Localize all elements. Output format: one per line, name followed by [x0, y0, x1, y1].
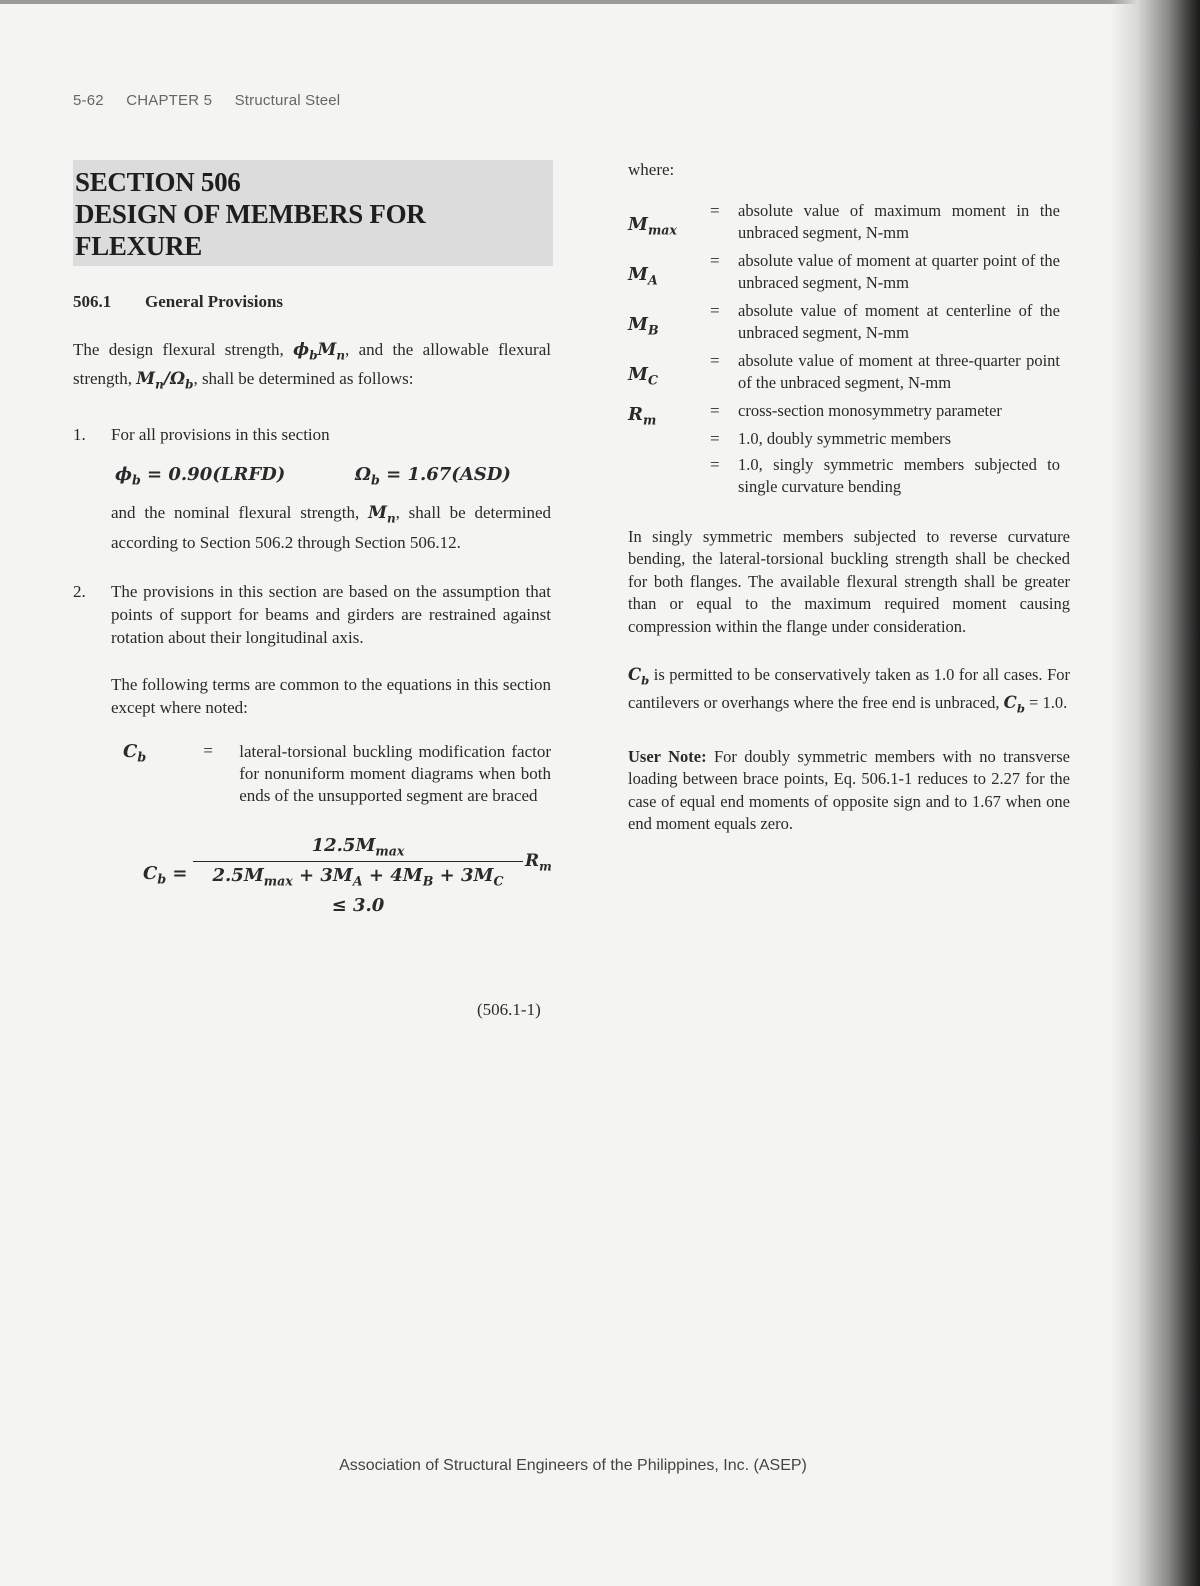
equation-numerator: $12.5M_{max}$: [311, 834, 405, 859]
running-head: [73, 92, 358, 109]
list-item: [73, 423, 551, 554]
cb-paragraph: $C_b$ is permitted to be conservatively taken as 1.0 for all cases. For cantilevers or overhangs where the free end is unbraced, $C_b = 1.0$.: [628, 665, 1070, 716]
definition-row: [628, 350, 1070, 394]
definition-equals: =: [710, 428, 720, 448]
page-number: 5-62: [73, 92, 104, 109]
definition-equals: =: [710, 201, 720, 220]
definitions-list: [628, 200, 1070, 498]
cb-description: lateral-torsional buckling modification factor for nonuniform moment diagrams when both ends of the unsupported segment are braced: [239, 741, 552, 805]
phi-factor: $\phi_b$ = 0.90(LRFD): [115, 463, 286, 488]
list-item-tail: and the nominal flexural strength, $M_n$, shall be determined according to Section 506.2 through Section 506.12.: [111, 503, 551, 552]
right-column: [628, 160, 1070, 836]
definition-row: [628, 200, 1070, 244]
resistance-factors: [115, 464, 551, 488]
intro-paragraph: The design flexural strength, $\phi_bM_n$, and the allowable flexural strength, $M_n/\Omega_b$, shall be determined as follows:: [73, 340, 551, 392]
definition-text: absolute value of moment at quarter point of the unbraced segment, N-mm: [738, 251, 1060, 292]
list-item: [73, 580, 551, 649]
subsection-heading: [73, 292, 551, 312]
definition-text: cross-section monosymmetry parameter: [738, 401, 1002, 420]
definition-row: [628, 400, 1070, 428]
section-title-line2: FLEXURE: [75, 231, 202, 261]
subsection-number: 506.1: [73, 292, 112, 311]
equation-lhs: $C_b$ =: [143, 862, 188, 887]
cb-symbol: $C_b$: [123, 740, 147, 765]
page-footer: Association of Structural Engineers of the Philippines, Inc. (ASEP): [339, 1457, 807, 1474]
definition-symbol: $R_m$: [628, 404, 657, 428]
reverse-curvature-paragraph: In singly symmetric members subjected to reverse curvature bending, the lateral-torsional buckling strength shall be checked for both flanges. The available flexural strength shall be greater than or equal to the maximum required moment causing compression within the flange under consideration.: [628, 526, 1070, 636]
page-binding-shadow: [1110, 0, 1200, 1586]
left-column: [73, 160, 552, 1019]
top-rule: [0, 0, 1140, 4]
equation-rm: $R_m$: [525, 850, 552, 874]
definition-symbol: $M_B$: [628, 314, 659, 338]
definition-row: [628, 250, 1070, 294]
fraction-bar: [193, 861, 523, 863]
definition-equals: =: [710, 454, 720, 474]
definition-text: 1.0, doubly symmetric members: [738, 428, 952, 448]
list-number: 2.: [73, 581, 86, 601]
cb-equals: =: [203, 740, 213, 760]
chapter-label: CHAPTER 5: [126, 92, 213, 109]
cb-definition: [123, 741, 551, 807]
list-item-lead: For all provisions in this section: [111, 424, 330, 444]
definition-equals: =: [710, 251, 720, 270]
definition-symbol: [628, 454, 710, 498]
definition-equals: =: [710, 351, 720, 370]
definition-row: [628, 428, 1070, 450]
definition-symbol: $M_A$: [628, 264, 658, 288]
section-title-line1: DESIGN OF MEMBERS FOR: [75, 199, 426, 229]
list-item-text: The provisions in this section are based on the assumption that points of support for beams and girders are restrained against rotation about their longitudinal axis.: [111, 581, 551, 647]
common-terms-paragraph: The following terms are common to the equations in this section except where noted:: [111, 674, 551, 717]
section-number: SECTION 506: [75, 167, 241, 197]
section-heading: [73, 160, 553, 266]
definition-equals: =: [710, 401, 720, 420]
subsection-title: General Provisions: [145, 292, 284, 311]
equation-limit: ≤ 3.0: [331, 894, 385, 916]
equation-denominator: $2.5M_{max} + 3M_A + 4M_B + 3M_C$: [212, 864, 504, 889]
list-number: 1.: [73, 424, 86, 444]
definition-text: 1.0, singly symmetric members subjected to single curvature bending: [738, 454, 1060, 496]
definition-text: absolute value of moment at three-quarter point of the unbraced segment, N-mm: [738, 351, 1060, 392]
definition-row: [628, 300, 1070, 344]
definition-symbol: $M_C$: [628, 364, 658, 388]
chapter-title: Structural Steel: [234, 92, 341, 109]
definition-row: [628, 454, 1070, 498]
equation-506-1-1: [73, 833, 551, 943]
definition-text: absolute value of moment at centerline of the unbraced segment, N-mm: [738, 301, 1060, 342]
where-label: where:: [628, 160, 675, 179]
definition-symbol: [628, 428, 710, 450]
definition-equals: =: [710, 301, 720, 320]
definition-symbol: $M_{max}$: [628, 214, 677, 238]
omega-factor: $\Omega_b = 1.67(ASD)$: [355, 463, 511, 488]
definition-text: absolute value of maximum moment in the unbraced segment, N-mm: [738, 201, 1060, 242]
equation-label: (506.1-1): [477, 1000, 541, 1019]
user-note: User Note: For doubly symmetric members with no transverse loading between brace points, Eq. 506.1-1 reduces to 2.27 for the case of equal end moments of opposite sign and to 1.67 when one end moment equals zero.: [628, 746, 1071, 834]
